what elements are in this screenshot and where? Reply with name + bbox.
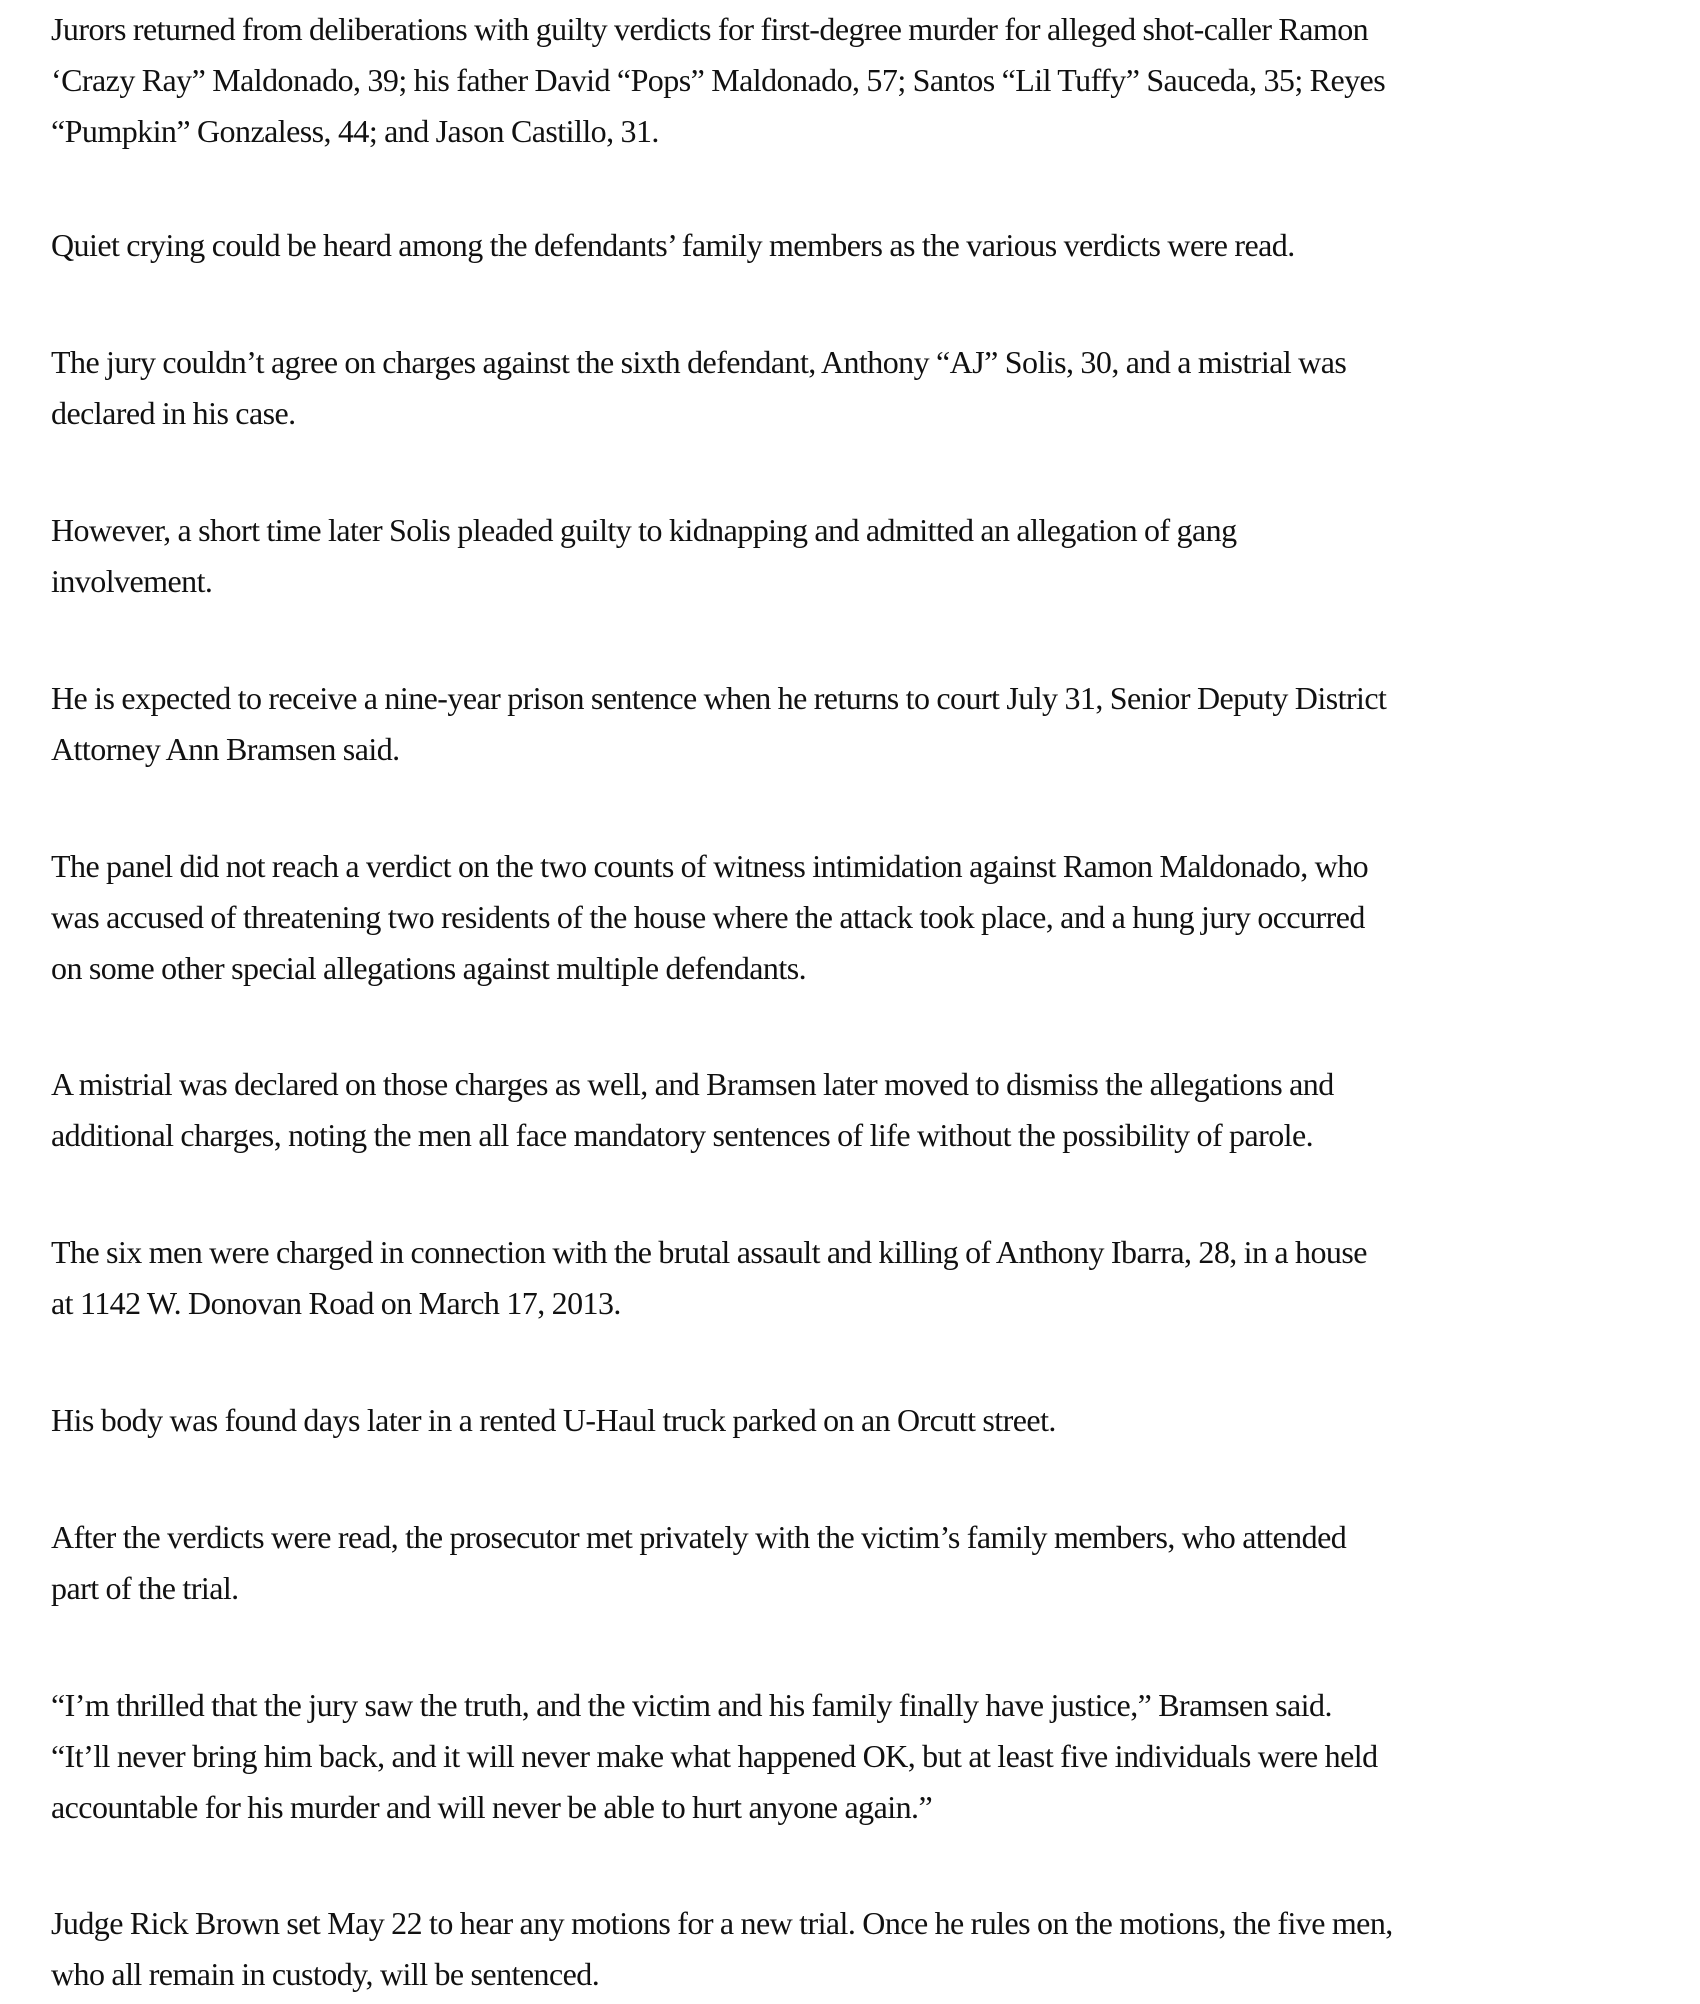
text-line: at 1142 W. Donovan Road on March 17, 2013.	[51, 1285, 621, 1321]
text-line: Judge Rick Brown set May 22 to hear any motions for a new trial. Once he rules on the motions, the five men,	[51, 1905, 1393, 1941]
text-line: declared in his case.	[51, 395, 296, 431]
paragraph-judge	[51, 1898, 1681, 2000]
text-line: The panel did not reach a verdict on the two counts of witness intimidation against Ramon Maldonado, who	[51, 848, 1369, 884]
text-line: was accused of threatening two residents of the house where the attack took place, and a hung jury occurred	[51, 899, 1365, 935]
text-line: “It’ll never bring him back, and it will never make what happened OK, but at least five individuals were held	[51, 1738, 1378, 1774]
text-line: “Pumpkin” Gonzaless, 44; and Jason Castillo, 31.	[51, 113, 659, 149]
text-line: Attorney Ann Bramsen said.	[51, 731, 400, 767]
text-line: involvement.	[51, 563, 213, 599]
paragraph-sixth-defendant	[51, 337, 1681, 439]
text-line: A mistrial was declared on those charges as well, and Bramsen later moved to dismiss the allegations and	[51, 1066, 1334, 1102]
text-line: ‘Crazy Ray” Maldonado, 39; his father David “Pops” Maldonado, 57; Santos “Lil Tuffy” Sauceda, 35; Reyes	[51, 62, 1386, 98]
text-line: However, a short time later Solis pleaded guilty to kidnapping and admitted an allegation of gang	[51, 512, 1237, 548]
text-line: The six men were charged in connection with the brutal assault and killing of Anthony Ibarra, 28, in a house	[51, 1234, 1367, 1270]
paragraph-guilty-plea	[51, 505, 1681, 607]
text-line: After the verdicts were read, the prosecutor met privately with the victim’s family members, who attended	[51, 1519, 1347, 1555]
text-line: He is expected to receive a nine-year prison sentence when he returns to court July 31, Senior Deputy District	[51, 680, 1387, 716]
paragraph-sentence	[51, 673, 1681, 775]
text-line: Jurors returned from deliberations with guilty verdicts for first-degree murder for alleged shot-caller Ramon	[51, 11, 1369, 47]
paragraph-quote	[51, 1680, 1681, 1833]
text-line: “I’m thrilled that the jury saw the truth, and the victim and his family finally have justice,” Bramsen said.	[51, 1687, 1332, 1723]
paragraph-verdicts	[51, 4, 1681, 157]
paragraph-witness-intimidation	[51, 841, 1681, 994]
text-line: His body was found days later in a rented U-Haul truck parked on an Orcutt street.	[51, 1402, 1056, 1438]
text-line: accountable for his murder and will never be able to hurt anyone again.”	[51, 1789, 933, 1825]
paragraph-charges	[51, 1227, 1681, 1329]
paragraph-prosecutor	[51, 1512, 1681, 1614]
text-line: who all remain in custody, will be sentenced.	[51, 1956, 600, 1992]
paragraph-crying	[51, 220, 1681, 271]
text-line: part of the trial.	[51, 1570, 239, 1606]
text-line: on some other special allegations against multiple defendants.	[51, 950, 807, 986]
text-line: Quiet crying could be heard among the defendants’ family members as the various verdicts were read.	[51, 227, 1295, 263]
paragraph-body-found	[51, 1395, 1681, 1446]
paragraph-mistrial	[51, 1059, 1681, 1161]
text-line: additional charges, noting the men all face mandatory sentences of life without the possibility of parole.	[51, 1117, 1314, 1153]
text-line: The jury couldn’t agree on charges against the sixth defendant, Anthony “AJ” Solis, 30, and a mistrial was	[51, 344, 1347, 380]
